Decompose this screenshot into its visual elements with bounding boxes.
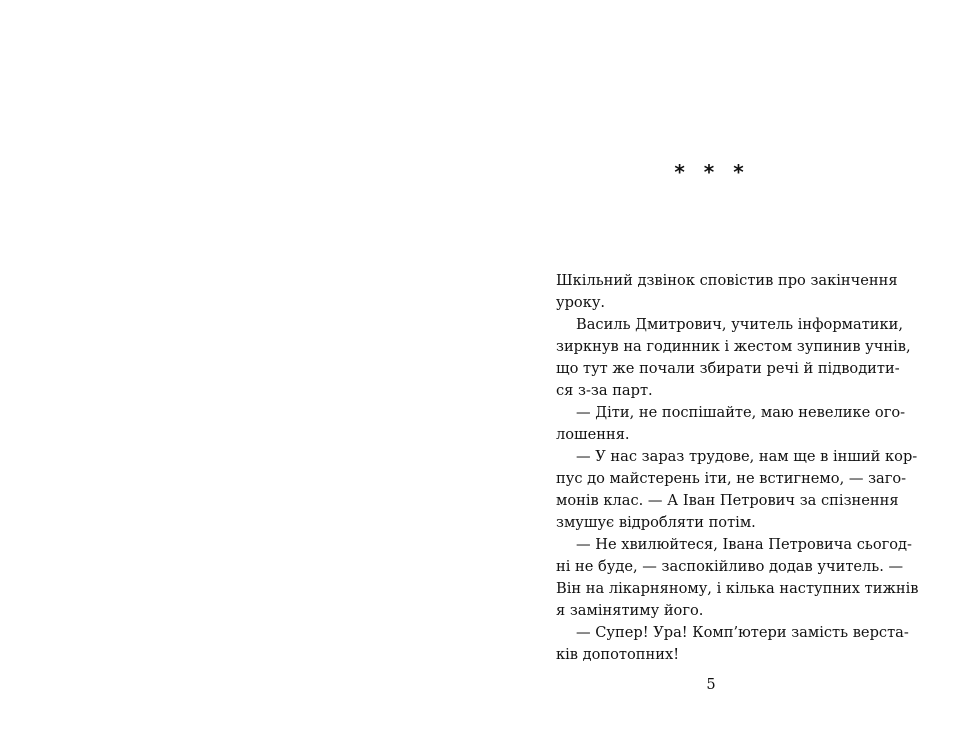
body-text: [556, 270, 919, 666]
text-line-content: лошення.: [556, 426, 630, 443]
text-line-content: — Супер! Ура! Комп’ютери замість верста-: [576, 624, 909, 641]
text-line: [556, 490, 899, 512]
text-line: [556, 314, 904, 336]
text-line-content: Василь Дмитрович, учитель інформатики,: [576, 316, 904, 333]
text-line-content: уроку.: [556, 294, 606, 311]
text-line: [556, 336, 911, 358]
text-line-content: — Діти, не поспішайте, маю невелике ого-: [576, 404, 906, 421]
text-line: [556, 534, 912, 556]
text-line-content: Шкільний дзвінок сповістив про закінчення: [556, 272, 898, 289]
text-line-content: ся з-за парт.: [556, 382, 653, 399]
text-line-content: зиркнув на годинник і жестом зупинив учнів,: [556, 338, 911, 355]
text-line: [556, 424, 865, 446]
text-line: [556, 578, 919, 600]
text-line-content: — Не хвилюйтеся, Івана Петровича сьогод-: [576, 536, 912, 553]
text-line: [556, 380, 865, 402]
text-line-content: Він на лікарняному, і кілька наступних тижнів: [556, 580, 919, 597]
text-line-content: пус до майстерень іти, не встигнемо, — заго-: [556, 470, 907, 487]
text-line: [556, 644, 865, 666]
text-line-content: змушує відробляти потім.: [556, 514, 756, 531]
text-line-content: монів клас. — А Іван Петрович за спізнення: [556, 492, 899, 509]
text-line-content: я замінятиму його.: [556, 602, 704, 619]
text-line: [556, 402, 906, 424]
text-line: [556, 446, 918, 468]
section-break: * * *: [674, 160, 750, 184]
text-line-content: — У нас зараз трудове, нам ще в інший кор-: [576, 448, 918, 465]
text-line-content: ні не буде, — заспокійливо додав учитель. —: [556, 558, 904, 575]
page-number: 5: [706, 676, 716, 693]
text-line: [556, 556, 904, 578]
text-line-content: що тут же почали збирати речі й підводити-: [556, 360, 900, 377]
text-line: [556, 512, 865, 534]
text-line: [556, 622, 909, 644]
text-line: [556, 468, 907, 490]
text-line: [556, 600, 865, 622]
text-line: [556, 358, 900, 380]
text-line-content: ків допотопних!: [556, 646, 680, 663]
text-line: [556, 270, 898, 292]
text-line: [556, 292, 865, 314]
